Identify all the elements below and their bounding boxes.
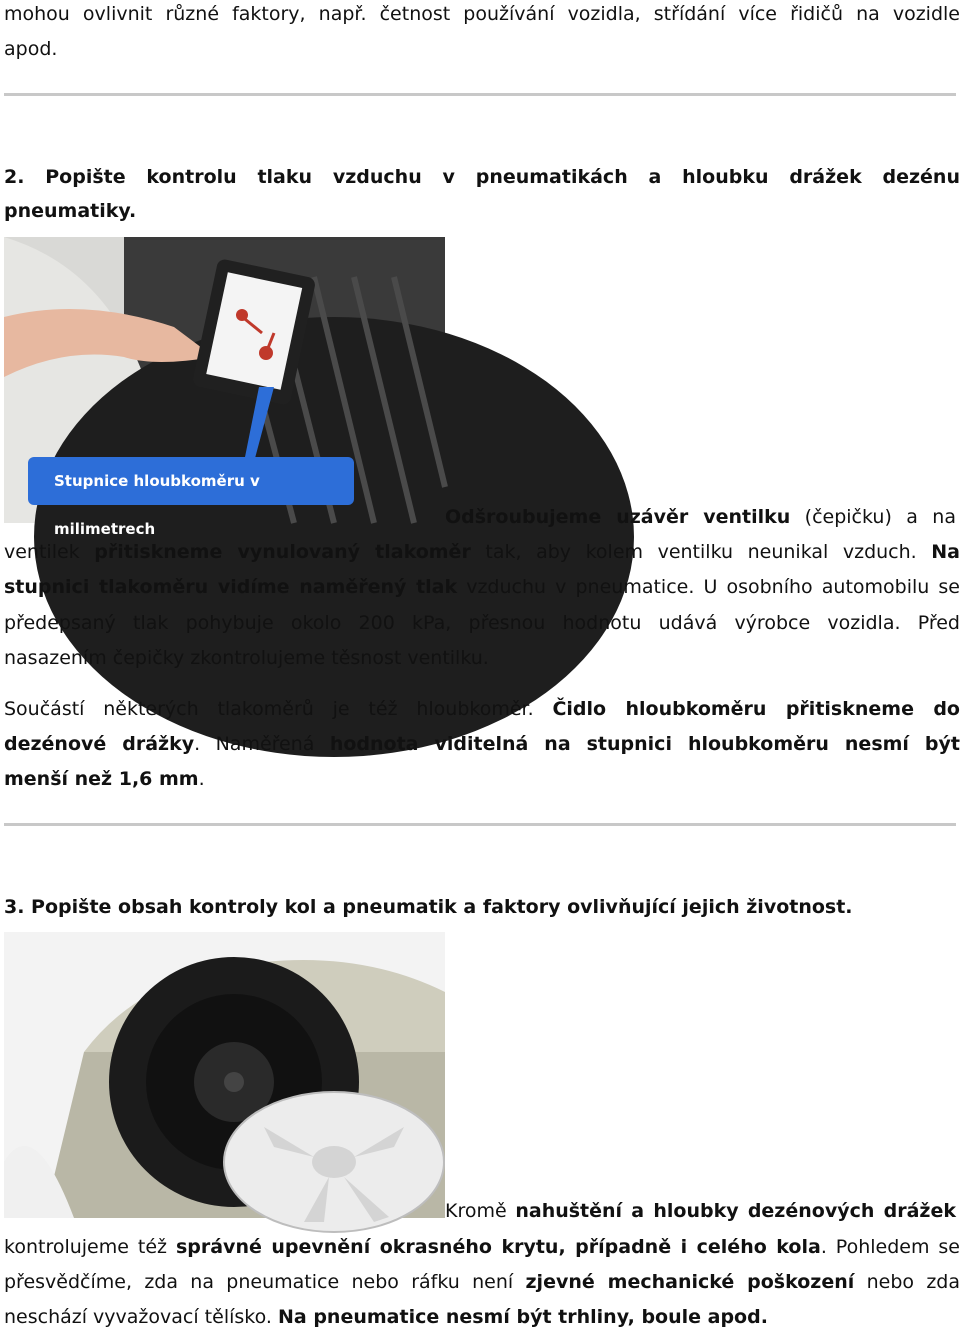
- s3-p1-line-a: [445, 1199, 956, 1223]
- s2-p1-b1: ventilek: [4, 541, 95, 563]
- s3-p1-a2: nahuštění a hloubky dezénových drážek: [515, 1200, 956, 1222]
- intro-line-1: mohou ovlivnit různé faktory, např. četnost používání vozidla, střídání více řidičů na vozidle: [4, 3, 960, 25]
- s3-p1-d1: neschází vyvažovací tělísko.: [4, 1306, 278, 1328]
- s2-p2-c1: menší než 1,6 mm: [4, 768, 199, 790]
- s3-p1-line-c: [4, 1270, 960, 1294]
- s2-p2-line-a: [4, 697, 960, 721]
- s2-p1-a2: (čepičku) a na: [790, 506, 956, 528]
- gauge-caption: Stupnice hloubkoměru v milimetrech: [28, 457, 354, 505]
- divider-1: [4, 93, 956, 96]
- section2-heading-cont: pneumatiky.: [4, 200, 137, 222]
- s2-p1-c2: vzduchu v pneumatice. U osobního automobilu se: [457, 576, 960, 598]
- s3-p1-d2: Na pneumatice nesmí být trhliny, boule apod.: [277, 1306, 768, 1328]
- section2-heading: 2. Popište kontrolu tlaku vzduchu v pneumatikách a hloubku drážek dezénu: [4, 166, 960, 188]
- tire-gauge-photo: [4, 237, 445, 538]
- s2-p1-line-e: nasazením čepičky zkontrolujeme těsnost ventilku.: [4, 647, 489, 669]
- s2-p1-line-c: [4, 575, 960, 599]
- s2-p2-a2: Čidlo hloubkoměru přitiskneme do: [552, 698, 960, 720]
- s3-p1-line-b: [4, 1235, 960, 1259]
- s2-p2-b3: hodnota viditelná na stupnici hloubkoměru nesmí být: [329, 733, 960, 755]
- s2-p2-a1: Součástí některých tlakoměrů je též hloubkoměr.: [4, 698, 553, 720]
- s2-p1-b2: přitiskneme vynulovaný tlakoměr: [94, 541, 471, 563]
- s3-p1-b2: správné upevnění okrasného krytu, případně i celého kola: [175, 1236, 821, 1258]
- s3-p1-a1: Kromě: [445, 1200, 516, 1222]
- s2-p2-c2: .: [198, 768, 205, 790]
- s3-p1-c3: nebo zda: [854, 1271, 960, 1293]
- section3-heading: 3. Popište obsah kontroly kol a pneumatik a faktory ovlivňující jejich životnost.: [4, 896, 853, 918]
- s2-p1-line-b: [4, 540, 960, 564]
- s3-p1-line-d: [4, 1305, 960, 1329]
- s2-p1-b3: tak, aby kolem ventilku neunikal vzduch.: [470, 541, 932, 563]
- s2-p1-line-a: [445, 505, 956, 529]
- intro-line-2: apod.: [4, 38, 58, 60]
- s3-p1-c2: zjevné mechanické poškození: [525, 1271, 855, 1293]
- s3-p1-b1: kontrolujeme též: [4, 1236, 176, 1258]
- s2-p1-b4: Na: [931, 541, 960, 563]
- s3-p1-c1: přesvědčíme, zda na pneumatice nebo ráfku není: [4, 1271, 526, 1293]
- s2-p1-c1: stupnici tlakoměru vidíme naměřený tlak: [4, 576, 458, 598]
- s2-p2-b2: . Naměřená: [194, 733, 330, 755]
- s2-p2-line-c: [4, 767, 960, 791]
- wheel-photo: [4, 932, 445, 1218]
- s2-p2-b1: dezénové drážky: [4, 733, 195, 755]
- s3-p1-b3: . Pohledem se: [820, 1236, 960, 1258]
- s2-p2-line-b: [4, 732, 960, 756]
- s2-p1-a1: Odšroubujeme uzávěr ventilku: [445, 506, 791, 528]
- s2-p1-line-d: předepsaný tlak pohybuje okolo 200 kPa, přesnou hodnotu udává výrobce vozidla. Před: [4, 612, 960, 634]
- divider-2: [4, 823, 956, 826]
